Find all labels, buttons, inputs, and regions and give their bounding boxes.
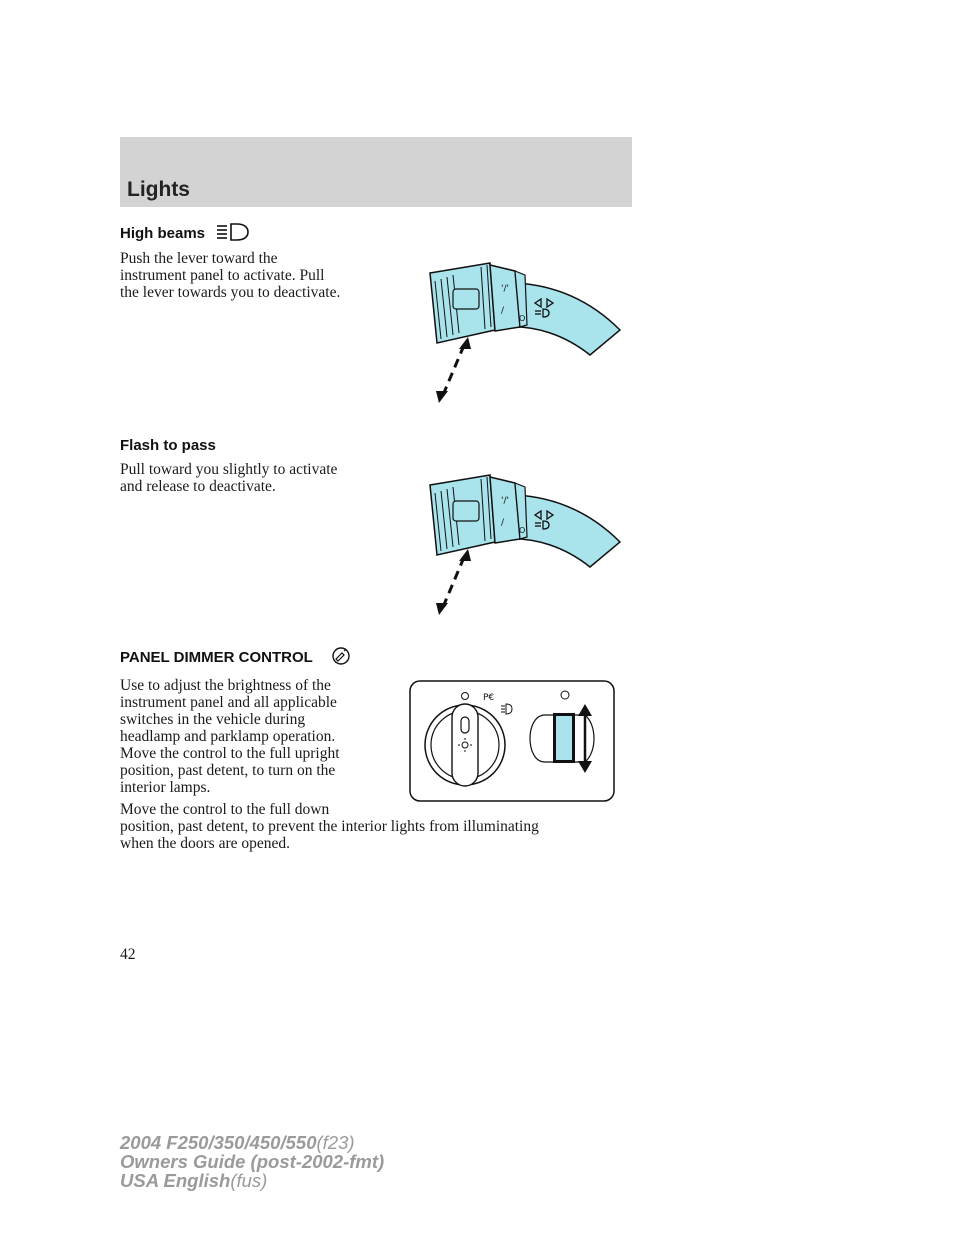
footer-model: 2004 F250/350/450/550 <box>120 1132 317 1153</box>
panel-dimmer-heading: PANEL DIMMER CONTROL <box>120 649 313 666</box>
svg-text:P€: P€ <box>483 693 495 703</box>
svg-text:'/': '/' <box>501 496 509 506</box>
footer-model-code: (f23) <box>316 1132 355 1153</box>
svg-text:/: / <box>501 518 505 528</box>
panel-dimmer-para-1: Use to adjust the brightness of the instrument panel and all applicable switches in the vehicle during headlamp and parklamp operation. <box>120 677 337 745</box>
flash-to-pass-heading: Flash to pass <box>120 437 216 454</box>
footer-language: USA English <box>120 1170 231 1191</box>
high-beam-icon <box>215 222 251 242</box>
high-beams-heading: High beams <box>120 225 206 242</box>
multifunction-lever-figure-1 <box>415 255 630 405</box>
high-beams-text: Push the lever toward the instrument panel to activate. Pull the lever towards you to deactivate. <box>120 250 341 301</box>
headlamp-switch-figure <box>409 680 615 802</box>
footer-guide: Owners Guide (post-2002-fmt) <box>120 1151 385 1172</box>
panel-dimmer-para-3: Move the control to the full down position, past detent, to prevent the interior lights from illuminating when the doors are opened. <box>120 801 539 852</box>
svg-text:O: O <box>519 526 526 535</box>
svg-text:'/': '/' <box>501 284 509 294</box>
panel-dimmer-icon <box>330 645 352 667</box>
panel-dimmer-para-2: Move the control to the full upright position, past detent, to turn on the interior lamps. <box>120 745 340 796</box>
page-number: 42 <box>120 946 136 963</box>
svg-text:O: O <box>519 314 526 323</box>
section-header-band <box>120 137 632 207</box>
svg-text:/: / <box>501 306 505 316</box>
multifunction-lever-figure-2 <box>415 467 630 617</box>
document-footer <box>120 1133 384 1190</box>
footer-language-code: (fus) <box>230 1170 268 1191</box>
section-title: Lights <box>127 178 190 201</box>
flash-to-pass-text: Pull toward you slightly to activate and release to deactivate. <box>120 461 338 495</box>
